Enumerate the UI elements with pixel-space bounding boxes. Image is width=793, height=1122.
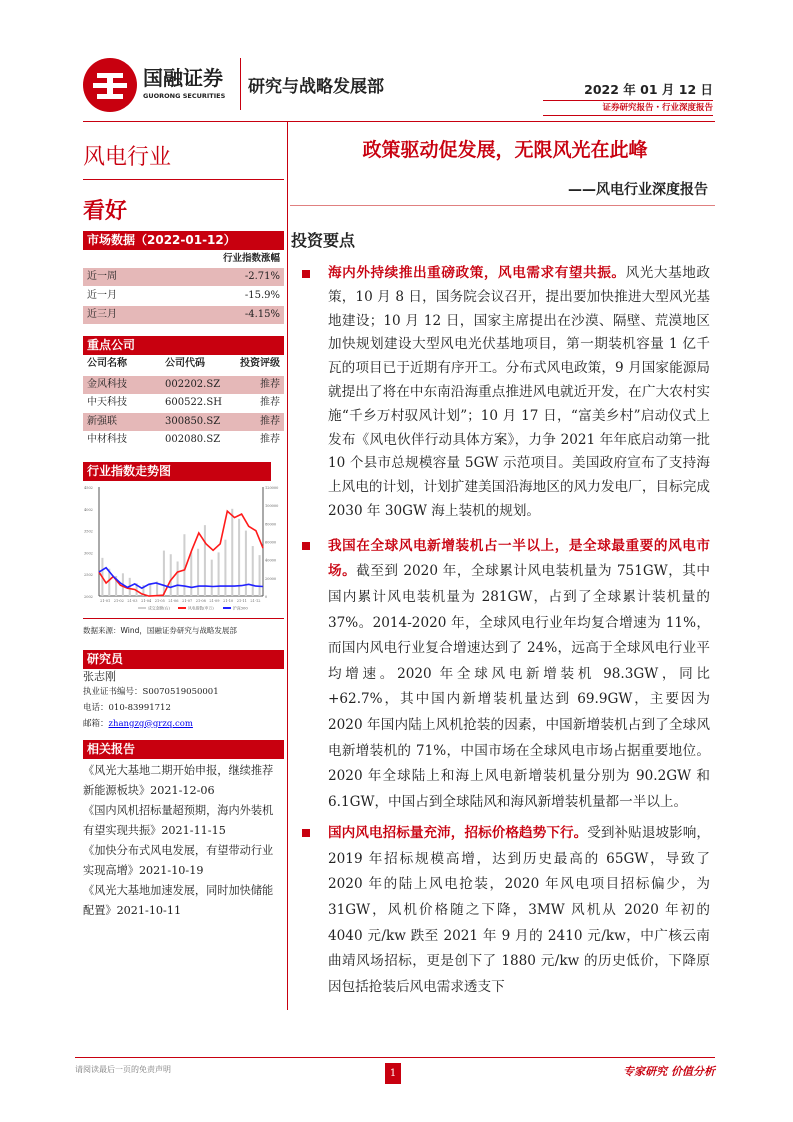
x-tick-label: 21-07 [182,598,193,603]
y-tick-label-right: 60000 [265,540,277,544]
x-tick-label: 21-05 [154,598,165,603]
company-row: 新强联 300850.SZ 推荐 [83,413,284,432]
header-divider [240,58,241,110]
y-tick-label-right: 80000 [265,521,277,526]
x-tick-label: 21-02 [113,598,124,603]
section-heading: 投资要点 [291,231,356,250]
legend-label: 沪深300 [233,605,248,610]
volume-bar [177,561,179,596]
volume-bar [252,546,254,596]
column-divider [287,122,288,1010]
chart-header: 行业指数走势图 [83,462,271,481]
company-row: 金风科技 002202.SZ 推荐 [83,376,284,395]
logo-mark-icon [83,58,137,112]
x-tick-label: 21-06 [168,598,179,603]
logo [83,58,137,112]
report-date: 2022 年 01 月 12 日 [543,80,713,101]
volume-bar [163,550,165,595]
bullet-icon [302,542,310,550]
company-row: 中材科技 002080.SZ 推荐 [87,434,280,445]
industry-name: 风电行业 [83,140,284,180]
report-type: 证券研究报告・行业深度报告 [543,101,713,116]
analyst-email-link[interactable]: zhangzg@grzq.com [108,718,193,729]
volume-bar [197,548,199,595]
x-tick-label: 21-03 [127,598,138,603]
analyst-license: 执业证书编号：S0070519050001 [83,686,219,697]
legend-label: 风电指数(申万) [188,605,214,610]
industry-rating: 看好 [83,199,128,224]
page-number: 1 [385,1063,401,1084]
volume-bar [259,555,261,596]
related-report-link[interactable]: 《国内风机招标量超预期，海内外装机有望实现共振》2021-11-15 [83,803,274,837]
x-tick-label: 21-01 [100,598,111,603]
x-tick-label: 21-10 [223,598,234,603]
logo-name-en: GUORONG SECURITIES [143,92,226,100]
y-tick-label-left: 4502 [84,485,93,490]
volume-bar [224,539,226,595]
key-point: 国内风电招标量充沛，招标价格趋势下行。受到补贴退坡影响，2019 年招标规模高增，达到历史最高的 65GW，导致了 2020 年的陆上风电抢装，2020 年风电项目招标偏少，为 31GW，风机价格随之下降，3MW 风机从 2020 年初的 4040 元/kw 跌至 2021 年 9 月的 2410 元/kw，中广核云南曲靖风场招标，更是创下了 1880 元/kw 的历史低价，下降原因包括抢装后风电需求透支下 [290,821,710,1000]
title-rule [290,205,715,206]
disclaimer-note[interactable]: 请阅读最后一页的免责声明 [75,1065,171,1074]
related-report-link[interactable]: 《风光大基地加速发展，同时加快储能配置》2021-10-11 [83,883,274,917]
y-tick-label-left: 3002 [84,550,93,555]
market-row: 近一周 -2.71% [83,268,284,286]
report-title: 政策驱动促发展，无限风光在此峰 [362,139,648,161]
related-report-link[interactable]: 《加快分布式风电发展，有望带动行业实现高增》2021-10-19 [83,843,274,877]
market-row: 近一月 -15.9% [87,290,280,301]
volume-bar [190,552,192,596]
volume-bar [170,554,172,596]
x-tick-label: 21-12 [250,598,261,603]
x-tick-label: 21-09 [209,598,220,603]
volume-bar [149,584,151,596]
footer-rule [75,1057,715,1058]
companies-header-row: 公司名称 公司代码 投资评级 [87,358,280,369]
chart-source: 数据来源：Wind，国融证券研究与战略发展部 [83,625,237,635]
y-tick-label-right: 120000 [265,485,279,490]
department: 研究与战略发展部 [248,77,384,97]
volume-bar [211,559,213,595]
x-tick-label: 21-11 [236,598,247,603]
x-tick-label: 21-08 [195,598,206,603]
y-tick-label-left: 2502 [84,572,93,577]
x-tick-label: 21-04 [141,598,152,603]
key-point: 我国在全球风电新增装机占一半以上，是全球最重要的风电市场。截至到 2020 年，全球累计风电装机量为 751GW，其中国内累计风电装机量为 281GW，占到了全球累计装机量的 37%。2014-2020 年，全球风电行业年均复合增速为 11%，而国内风电行业复合增速达到了 24%，远高于全球风电行业平均增速。2020 年全球风电新增装机 98.3GW，同比+62.7%，其中国内新增装机量达到 69.9GW，主要因为 2020 年国内陆上风机抢装的因素，中国新增装机占到了全球风电新增装机的 71%，中国市场在全球风电市场占据重要地位。2020 年全球陆上和海上风电新增装机量分别为 90.2GW 和 6.1GW，中国占到全球陆风和海风新增装机量都一半以上。 [290,534,710,816]
index-trend-chart [83,481,284,616]
company-row: 中天科技 600522.SH 推荐 [87,397,280,408]
related-reports-header: 相关报告 [83,740,284,759]
header-rule [83,121,715,122]
key-companies-header: 重点公司 [83,336,284,355]
key-point: 海内外持续推出重磅政策，风电需求有望共振。风光大基地政策，10 月 8 日，国务院会议召开，提出要加快推进大型风光基地建设；10 月 12 日，国家主席提出在沙漠、隔壁、荒漠地区加快规划建设大型风电光伏基地项目，第一期装机容量 1 亿千瓦的项目已于近期有序开工。分布式风电政策，9 月国家能源局就提出了将在中东南沿海重点推进风电就近开发，在广大农村实施“千乡万村驭风计划”；10 月 17 日，“富美乡村”启动仪式上发布《风电伙伴行动具体方案》，力争 2021 年年底启动第一批 10 个县市总规模容量 5GW 示范项目。美国政府宣布了支持海上风电的计划，计划扩建美国沿海地区的风力发电厂，目标完成 2030 年 30GW 海上装机的规划。 [290,262,710,524]
y-tick-label-left: 2002 [84,594,93,599]
y-tick-label-right: 100000 [265,503,279,508]
analyst-phone: 电话：010-83991712 [83,702,171,713]
legend-label: 成交金额(右) [148,605,170,610]
volume-bar [245,530,247,595]
report-subtitle: ——风电行业深度报告 [568,182,708,198]
bullet-icon [302,829,310,837]
volume-bar [238,518,240,595]
analyst-header: 研究员 [83,650,284,669]
y-tick-label-right: 20000 [265,576,277,581]
footer-slogan: 专家研究 价值分析 [623,1065,715,1078]
y-tick-label-right: 40000 [265,558,277,563]
market-row: 近三月 -4.15% [83,306,284,324]
market-col-header: 行业指数涨幅 [222,253,280,264]
market-data-header: 市场数据（2022-01-12） [83,231,284,250]
y-tick-label-right: 0 [265,594,268,599]
volume-bar [218,552,220,596]
y-tick-label-left: 3502 [84,529,93,534]
volume-bar [231,508,233,595]
email-label: 邮箱： [83,718,109,729]
bullet-icon [302,270,310,278]
y-tick-label-left: 4002 [84,507,93,512]
related-report-link[interactable]: 《风光大基地二期开始申报，继续推荐新能源板块》2021-12-06 [83,763,274,797]
logo-name-cn: 国融证券 [143,66,223,90]
analyst-name: 张志刚 [83,669,116,683]
